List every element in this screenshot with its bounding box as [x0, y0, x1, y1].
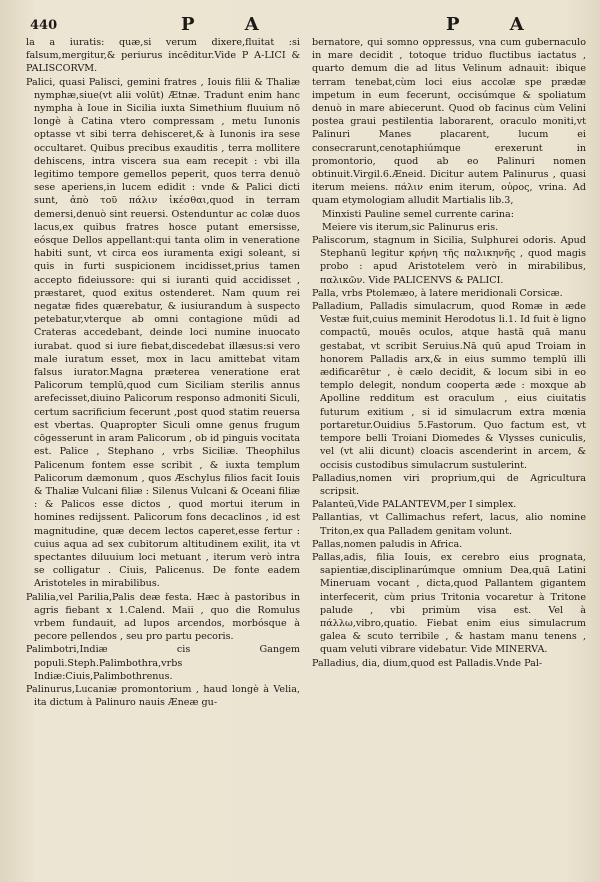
dictionary-entry: Pallas,nomen paludis in Africa.: [312, 538, 463, 550]
dictionary-entry: Palinurus,Lucaniæ promontorium , haud longè à Velia, ita dictum à Palinuro nauis Æneæ gu-: [26, 683, 300, 709]
dictionary-entry: Palladius,nomen viri proprium,qui de Agricultura scripsit.: [312, 472, 586, 497]
dictionary-entry: bernatore, qui somno oppressus, vna cum gubernaculo in mare decidit , totoque triduo fluctibus iactatus , quarto demum die ad litus Velinum adnauit: ibique terram tenebat,cùm loci eius accolæ spe prædæ impetum in eum fecerunt, occisúmque & spoliatum denuò in mare abiecerunt. Quod ob facinus cùm Velini postea graui pestilentia laborarent, oraculo moniti,vt Palinuri Manes placarent, lucum ei consecrarunt,cenotaphiúmque erexerunt in promontorio, quod ab eo Palinuri nomen obtinuit.Virgil.6.Æneid. Dicitur autem Palinurus , quasi iterum meiens. πάλιν enim iterum, οὐρος, vrina. Ad quam etymologiam alludit Martialis lib.3,: [312, 37, 586, 207]
dictionary-entry: Paliscorum, stagnum in Sicilia, Sulphurei odoris. Apud Stephanū legitur κρήνη τῆς παλικηνῆς , quod magis probo : apud Aristotelem verò in mirabilibus, παλικῶν. Vide PALICENVS & PALICI.: [312, 235, 586, 286]
text-columns: [26, 36, 586, 709]
running-head-left: P A: [181, 14, 281, 35]
dictionary-entry: Palladium, Palladis simulacrum, quod Romæ in æde Vestæ fuit,cuius meminit Herodotus li.1. Id fuit è ligno compactū, mouēs oculos, atque hastā quā manu gestabat, vt scribit Seruius.Nā quū apud Troiam in honorem Palladis arx,& in eius summo templū illi ædificarētur , è cælo decidit, & locum sibi in eo templo delegit, nondum cooperta æde : moxque ab Apolline redditum est oraculum , eius ciuitatis futurum exitium , si id simulacrum extra mœnia portaretur.Ouidius 5.Fastorum. Quo factum est, vt tempore belli Troiani Diomedes & Vlysses cuniculis, vel (vt alii dicunt) cloacis ascenderint in arcem, & occisis custodibus simulacrum sustulerint.: [312, 301, 586, 471]
dictionary-entry: Minxisti Pauline semel currente carina:: [322, 208, 514, 220]
dictionary-entry: Meiere vis iterum,sic Palinurus eris.: [322, 221, 499, 233]
dictionary-entry: Palanteū,Vide PALANTEVM,per I simplex.: [312, 499, 517, 511]
dictionary-entry: Palladius, dia, dium,quod est Palladis.Vnde Pal-: [312, 657, 543, 669]
dictionary-entry: Palla, vrbs Ptolemæo, à latere meridionali Corsicæ.: [312, 287, 563, 299]
dictionary-entry: Palimbotri,Indiæ cis Gangem populi.Steph.Palimbothra,vrbs Indiæ:Ciuis,Palimbothrenus.: [26, 644, 300, 682]
page-number: 440: [30, 18, 58, 33]
dictionary-entry: Pallas,adis, filia Iouis, ex cerebro eius prognata, sapientiæ,disciplinarúmque omnium Dea,quā Latini Mineruam vocant , dicta,quod Pallantem gigantem interfecerit, cùm prius Tritonia vocaretur à Tritone palude , vbi primùm visa est. Vel à πάλλω,vibro,quatio. Fiebat enim eius simulacrum galea & scuto terribile , & hastam manu tenens , quam veluti vibrare videbatur. Vide MINERVA.: [312, 551, 586, 656]
dictionary-entry: la a iuratis: quæ,si verum dixere,fluitat :si falsum,mergitur,& periurus incēditur.Vide P A-LICI & PALISCORVM.: [26, 37, 300, 75]
running-head-right: P A: [446, 14, 546, 35]
right-column: [312, 36, 586, 709]
left-column: [26, 36, 300, 709]
dictionary-entry: Palilia,vel Parilia,Palis deæ festa. Hæc à pastoribus in agris fiebant x 1.Calend. Maii , quo die Romulus vrbem fundauit, ad lupos arcendos, morbósque à pecore pellendos , seu pro partu pecoris.: [26, 591, 300, 643]
dictionary-entry: Palici, quasi Palisci, gemini fratres , Iouis filii & Thaliæ nymphæ,siue(vt alii volūt) Ætnæ. Tradunt enim hanc nympha à Ioue in Sicilia iuxta Simethium fluuium nō longè à Catina vtero compressam , metu Iunonis optasse vt sibi terra dehisceret,& à Iunonis ira sese occultaret. Quibus precibus exauditis , terra mollitere dehiscens, intra viscera sua eam recepit : vbi illa legitimo tempore gemellos peperit, quos terra denuò sese aperiens,in lucem edidit : vnde & Palici dicti sunt, ἀπὸ τοῦ πάλιν ἱκέσθαι,quod in terram demersi,denuò sint reuersi. Ostenduntur ac colæ duos lacus,ex quibus fratres hosce putant emersisse, eósque Dellos appellant:qui tanta olim in veneratione habiti sunt, vt circa eos iuramenta exigi soleant, si quis in furti suspicionem incidisset,prius tamen accepto fideiussore: qui si iuranti quid accidisset , præstaret, quod exitus ostenderet. Nam quum rei negatæ fides quærebatur, & iusiurandum à suspecto petebatur,vterque ab omni contagione mūdi ad Crateras accedebant, deinde loci numine inuocato iurabat. quod si iure fiebat,discedebat illæsus:si vero male iuratum esset, mox in lacu amittebat vitam falsus iurator.Magna præterea veneratione erat Palicorum templū,quod cum Siciliam sterilis annus arefecisset,diuino Palicorum responso admoniti Siculi, certum sacrificium fecerunt ,post quod statim reuersa est vbertas. Quapropter Siculi omne genus frugum cōgesserunt in aram Palicorum , ob id pinguis vocitata est. Palice , Stephano , vrbs Siciliæ. Theophilus Palicenum fontem esse scribit , & iuxta templum Palicorum dæmonum , quos Æschylus filios facit Iouis & Thaliæ Vulcani filiæ : Silenus Vulcani & Oceani filiæ : & Palicos esse dictos , quod mortui iterum in homines redijssent. Palicorum fons decaclinos , id est magnitudine, quæ decem lectos caperet,esse fertur : cuius aqua ad sex cubitorum altitudinem exilit, ita vt spectantes diluuium loci metuant , iterum verò intra se colligatur . Ciuis, Palicenus. De fonte eadem Aristoteles in mirabilibus.: [26, 76, 300, 590]
dictionary-entry: Pallantias, vt Callimachus refert, lacus, alio nomine Triton,ex qua Palladem genitam volunt.: [312, 512, 586, 537]
page-header: [26, 14, 586, 36]
